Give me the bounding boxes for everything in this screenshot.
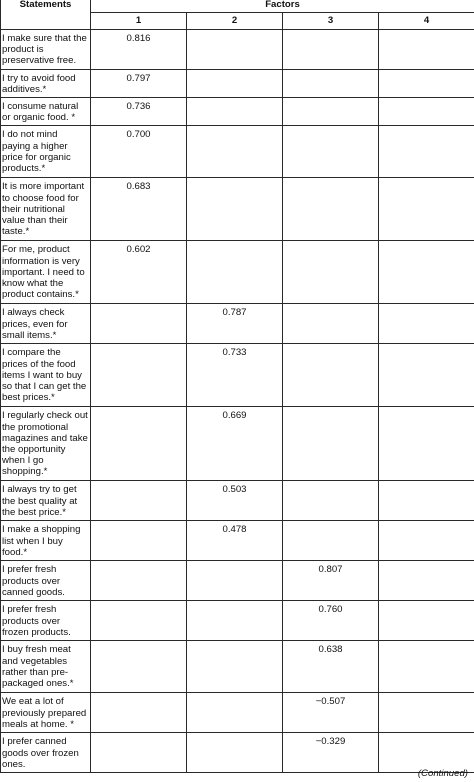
factor-2-value <box>187 178 283 241</box>
header-row <box>1 0 474 13</box>
factor-4-value <box>379 481 474 521</box>
factor-3-value <box>283 98 379 126</box>
statement-cell: We eat a lot of previously prepared meals at home. * <box>1 693 91 733</box>
statement-cell: I make a shopping list when I buy food.* <box>1 521 91 561</box>
factor-4-value <box>379 178 474 241</box>
factor-2-value <box>187 641 283 693</box>
table-row <box>1 521 474 561</box>
factor-3-value <box>283 407 379 481</box>
factor-2-header: 2 <box>187 13 283 30</box>
factor-2-value <box>187 126 283 178</box>
table-row <box>1 407 474 481</box>
table-row <box>1 641 474 693</box>
factor-3-value <box>283 241 379 304</box>
table-row <box>1 241 474 304</box>
factor-3-value <box>283 30 379 70</box>
factor-3-value <box>283 126 379 178</box>
factor-1-value: 0.797 <box>91 69 187 97</box>
factor-3-value <box>283 481 379 521</box>
statement-cell: It is more important to choose food for their nutritional value than their taste.* <box>1 178 91 241</box>
factor-4-value <box>379 241 474 304</box>
factors-header: Factors <box>91 0 474 13</box>
factor-3-value <box>283 344 379 407</box>
table-row <box>1 126 474 178</box>
factor-3-value <box>283 304 379 344</box>
table-row <box>1 304 474 344</box>
statement-cell: I buy fresh meat and vegetables rather than pre-packaged ones.* <box>1 641 91 693</box>
table-row <box>1 693 474 733</box>
factor-1-value: 0.700 <box>91 126 187 178</box>
factor-3-value: −0.507 <box>283 693 379 733</box>
factor-2-value <box>187 30 283 70</box>
factor-2-value <box>187 98 283 126</box>
factor-4-value <box>379 693 474 733</box>
factor-3-header: 3 <box>283 13 379 30</box>
factor-1-value <box>91 344 187 407</box>
factor-4-header: 4 <box>379 13 474 30</box>
factor-1-value <box>91 561 187 601</box>
factor-1-value: 0.736 <box>91 98 187 126</box>
statement-cell: I make sure that the product is preservative free. <box>1 30 91 70</box>
factor-1-value <box>91 521 187 561</box>
table-row <box>1 178 474 241</box>
statements-header: Statements <box>1 0 91 30</box>
factor-1-value <box>91 641 187 693</box>
table-row <box>1 601 474 641</box>
factor-4-value <box>379 561 474 601</box>
statement-cell: I try to avoid food additives.* <box>1 69 91 97</box>
factor-3-value: 0.760 <box>283 601 379 641</box>
statement-cell: I do not mind paying a higher price for organic products.* <box>1 126 91 178</box>
factor-1-value <box>91 733 187 773</box>
table-row <box>1 481 474 521</box>
table-row <box>1 69 474 97</box>
factor-2-value: 0.669 <box>187 407 283 481</box>
factor-4-value <box>379 521 474 561</box>
table-row <box>1 98 474 126</box>
factor-2-value <box>187 693 283 733</box>
factor-4-value <box>379 30 474 70</box>
table-row <box>1 733 474 773</box>
factor-1-value: 0.602 <box>91 241 187 304</box>
factor-2-value <box>187 601 283 641</box>
factor-4-value <box>379 69 474 97</box>
factor-2-value <box>187 733 283 773</box>
continued-note: (Continued) <box>417 768 468 779</box>
factor-1-header: 1 <box>91 13 187 30</box>
factor-2-value: 0.478 <box>187 521 283 561</box>
statement-cell: I prefer canned goods over frozen ones. <box>1 733 91 773</box>
factor-4-value <box>379 304 474 344</box>
statement-cell: I compare the prices of the food items I want to buy so that I can get the best prices.* <box>1 344 91 407</box>
table-row <box>1 561 474 601</box>
statement-cell: I regularly check out the promotional magazines and take the opportunity when I go shopping.* <box>1 407 91 481</box>
factor-3-value: 0.638 <box>283 641 379 693</box>
table-row <box>1 30 474 70</box>
factor-2-value <box>187 69 283 97</box>
factor-1-value <box>91 481 187 521</box>
factor-3-value: 0.807 <box>283 561 379 601</box>
statement-cell: I always check prices, even for small items.* <box>1 304 91 344</box>
factor-2-value: 0.733 <box>187 344 283 407</box>
statement-cell: I prefer fresh products over frozen products. <box>1 601 91 641</box>
statement-cell: I prefer fresh products over canned goods. <box>1 561 91 601</box>
factor-3-value <box>283 178 379 241</box>
factor-4-value <box>379 344 474 407</box>
factor-4-value <box>379 98 474 126</box>
factor-1-value <box>91 601 187 641</box>
factor-1-value <box>91 693 187 733</box>
table-row <box>1 344 474 407</box>
factor-2-value: 0.503 <box>187 481 283 521</box>
factor-3-value <box>283 521 379 561</box>
statement-cell: For me, product information is very important. I need to know what the product contains.* <box>1 241 91 304</box>
factor-3-value: −0.329 <box>283 733 379 773</box>
factor-2-value <box>187 241 283 304</box>
factor-4-value <box>379 733 474 773</box>
factor-2-value: 0.787 <box>187 304 283 344</box>
statement-cell: I consume natural or organic food. * <box>1 98 91 126</box>
statement-cell: I always try to get the best quality at the best price.* <box>1 481 91 521</box>
factor-1-value: 0.816 <box>91 30 187 70</box>
factor-4-value <box>379 126 474 178</box>
factor-4-value <box>379 407 474 481</box>
factor-2-value <box>187 561 283 601</box>
factor-1-value: 0.683 <box>91 178 187 241</box>
factor-1-value <box>91 304 187 344</box>
factor-1-value <box>91 407 187 481</box>
factor-3-value <box>283 69 379 97</box>
factor-4-value <box>379 641 474 693</box>
factor-4-value <box>379 601 474 641</box>
